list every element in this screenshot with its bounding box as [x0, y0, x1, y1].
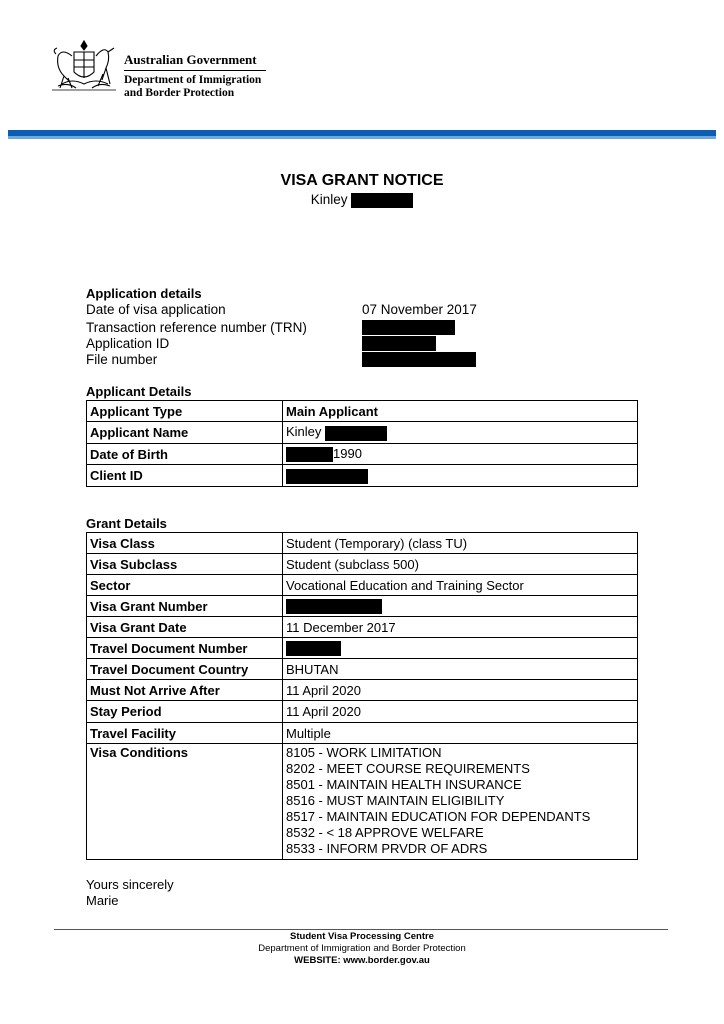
redaction-box — [286, 641, 341, 656]
redaction-box — [351, 193, 413, 208]
applicant-details-table — [86, 400, 638, 487]
must-not-arrive-after-label: Must Not Arrive After — [87, 680, 283, 701]
date-of-application-value: 07 November 2017 — [362, 302, 477, 317]
visa-grant-date-label: Visa Grant Date — [87, 617, 283, 638]
table-row — [87, 617, 638, 638]
coat-of-arms-logo — [48, 38, 120, 94]
table-row — [87, 744, 638, 860]
table-row — [87, 723, 638, 744]
table-row — [87, 422, 638, 444]
table-row — [87, 533, 638, 554]
client-id-cell — [283, 465, 638, 487]
date-of-birth-label: Date of Birth — [87, 444, 283, 465]
table-row — [87, 554, 638, 575]
visa-class-value: Student (Temporary) (class TU) — [283, 533, 638, 554]
visa-conditions-label: Visa Conditions — [87, 744, 283, 860]
table-row — [87, 659, 638, 680]
trn-label: Transaction reference number (TRN) — [86, 320, 307, 335]
redaction-box — [286, 469, 368, 484]
visa-condition-item: 8501 - MAINTAIN HEALTH INSURANCE — [286, 777, 522, 792]
table-row — [87, 680, 638, 701]
government-title: Australian Government — [124, 52, 257, 67]
applicant-name-value: Kinley — [286, 424, 322, 440]
table-row — [87, 638, 638, 659]
notice-title: VISA GRANT NOTICE — [280, 172, 444, 189]
travel-document-number-cell — [283, 638, 638, 659]
recipient-name — [0, 192, 724, 208]
file-number-redaction — [362, 352, 476, 367]
visa-condition-item: 8533 - INFORM PRVDR OF ADRS — [286, 841, 488, 856]
visa-conditions-list — [283, 744, 638, 860]
date-of-birth-value: 1990 — [333, 445, 362, 461]
visa-grant-number-cell — [283, 596, 638, 617]
header-band-accent — [8, 136, 716, 139]
footer-website: WEBSITE: www.border.gov.au — [294, 955, 430, 966]
client-id-label: Client ID — [87, 465, 283, 487]
footer-centre-name: Student Visa Processing Centre — [290, 931, 434, 942]
grant-details-heading: Grant Details — [86, 516, 167, 531]
trn-redaction — [362, 320, 455, 335]
table-row — [87, 575, 638, 596]
visa-condition-item: 8532 - < 18 APPROVE WELFARE — [286, 825, 484, 840]
department-name-line1: Department of Immigration — [124, 74, 262, 86]
footer-department: Department of Immigration and Border Protection — [258, 943, 466, 954]
date-of-application-label: Date of visa application — [86, 302, 226, 317]
travel-facility-value: Multiple — [283, 723, 638, 744]
visa-subclass-label: Visa Subclass — [87, 554, 283, 575]
footer-divider — [54, 929, 668, 930]
stay-period-value: 11 April 2020 — [283, 701, 638, 723]
visa-condition-item: 8105 - WORK LIMITATION — [286, 745, 442, 760]
sector-label: Sector — [87, 575, 283, 596]
application-details-heading: Application details — [86, 286, 202, 301]
visa-condition-item: 8202 - MEET COURSE REQUIREMENTS — [286, 761, 530, 776]
visa-class-label: Visa Class — [87, 533, 283, 554]
header-divider — [124, 70, 266, 71]
redaction-box — [286, 447, 333, 462]
signatory-name: Marie — [86, 893, 119, 908]
travel-document-country-value: BHUTAN — [283, 659, 638, 680]
redaction-box — [325, 426, 387, 441]
table-row — [87, 701, 638, 723]
travel-facility-label: Travel Facility — [87, 723, 283, 744]
grant-details-table — [86, 532, 638, 860]
table-row — [87, 444, 638, 465]
visa-grant-date-value: 11 December 2017 — [283, 617, 638, 638]
visa-grant-number-label: Visa Grant Number — [87, 596, 283, 617]
recipient-first-name: Kinley — [310, 192, 348, 207]
department-name-line2: and Border Protection — [124, 87, 235, 99]
applicant-details-heading: Applicant Details — [86, 384, 192, 399]
sector-value: Vocational Education and Training Sector — [283, 575, 638, 596]
stay-period-label: Stay Period — [87, 701, 283, 723]
file-number-label: File number — [86, 352, 158, 367]
travel-document-number-label: Travel Document Number — [87, 638, 283, 659]
table-row — [87, 596, 638, 617]
applicant-type-value: Main Applicant — [283, 401, 638, 422]
closing-salutation: Yours sincerely — [86, 877, 174, 892]
visa-subclass-value: Student (subclass 500) — [283, 554, 638, 575]
visa-condition-item: 8516 - MUST MAINTAIN ELIGIBILITY — [286, 793, 505, 808]
table-row — [87, 401, 638, 422]
travel-document-country-label: Travel Document Country — [87, 659, 283, 680]
applicant-type-label: Applicant Type — [87, 401, 283, 422]
table-row — [87, 465, 638, 487]
application-id-label: Application ID — [86, 336, 170, 351]
date-of-birth-cell — [283, 444, 638, 465]
redaction-box — [286, 599, 382, 614]
applicant-name-label: Applicant Name — [87, 422, 283, 444]
applicant-name-cell — [283, 422, 638, 444]
application-id-redaction — [362, 336, 436, 351]
visa-condition-item: 8517 - MAINTAIN EDUCATION FOR DEPENDANTS — [286, 809, 591, 824]
must-not-arrive-after-value: 11 April 2020 — [283, 680, 638, 701]
